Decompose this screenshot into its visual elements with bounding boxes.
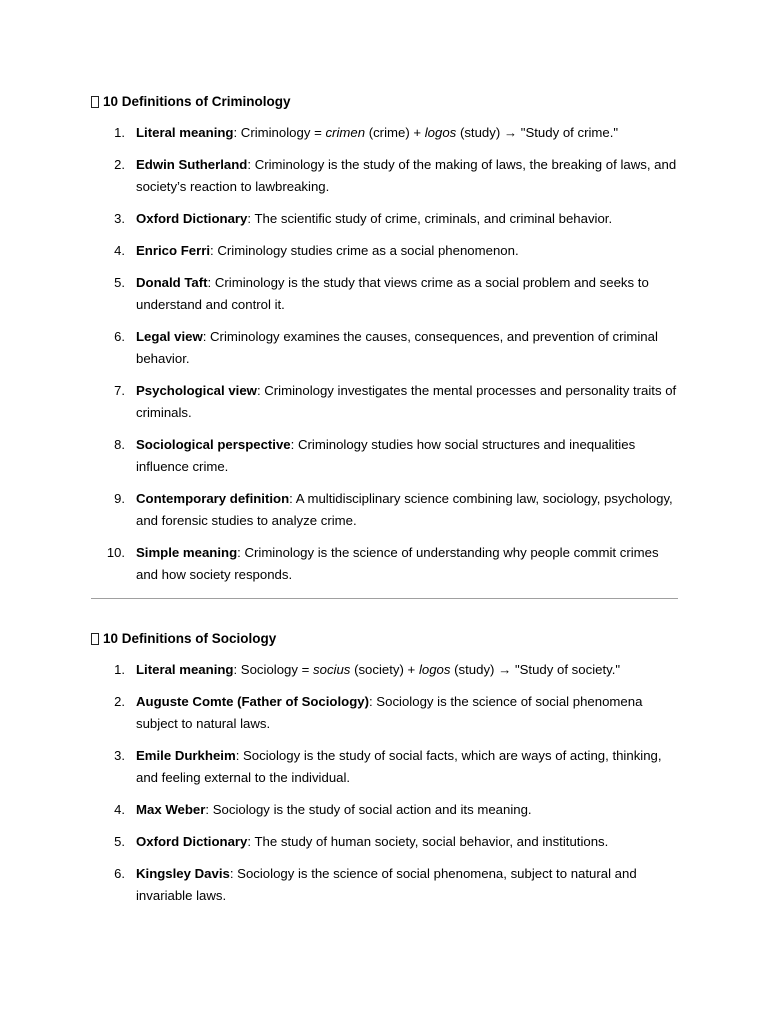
definition-text: : Criminology examines the causes, consequences, and prevention of criminal behavior. — [136, 329, 658, 366]
list-item-number: 4. — [114, 243, 125, 258]
list-item — [91, 691, 678, 735]
definition-term: Literal meaning — [136, 125, 234, 140]
sociology-heading — [91, 629, 678, 649]
definition-text: : Criminology investigates the mental processes and personality traits of criminals. — [136, 383, 677, 420]
list-item-number: 1. — [114, 662, 125, 677]
definition-text: : Sociology is the study of social action and its meaning. — [205, 802, 532, 817]
definition-italic-term: logos — [418, 662, 451, 677]
definition-text: : Criminology is the science of understanding why people commit crimes and how society responds. — [136, 545, 659, 582]
definition-text: : Criminology studies how social structures and inequalities influence crime. — [136, 437, 636, 474]
list-item — [91, 122, 678, 144]
criminology-heading — [91, 92, 678, 112]
list-item-number: 3. — [114, 211, 125, 226]
section-divider — [91, 598, 678, 599]
list-item — [91, 208, 678, 230]
definition-term: Edwin Sutherland — [136, 157, 248, 172]
list-item-number: 10. — [106, 545, 125, 560]
list-item — [91, 488, 678, 532]
definition-text: : Criminology is the study that views crime as a social problem and seeks to understand and control it. — [136, 275, 649, 312]
definition-text: (study) → "Study of crime." — [456, 125, 619, 140]
list-item — [91, 240, 678, 262]
definition-term: Oxford Dictionary — [136, 834, 248, 849]
list-item-number: 6. — [114, 866, 125, 881]
list-item-number: 6. — [114, 329, 125, 344]
missing-glyph-icon — [91, 633, 99, 645]
sociology-list — [91, 659, 678, 907]
list-item-number: 8. — [114, 437, 125, 452]
definition-text: : Sociology is the science of social phenomena subject to natural laws. — [136, 694, 643, 731]
definition-text: : The scientific study of crime, criminals, and criminal behavior. — [247, 211, 613, 226]
definition-term: Auguste Comte (Father of Sociology) — [136, 694, 369, 709]
list-item-number: 4. — [114, 802, 125, 817]
definition-term: Donald Taft — [136, 275, 208, 290]
list-item-number: 2. — [114, 694, 125, 709]
list-item — [91, 542, 678, 586]
definition-text: : Criminology = — [233, 125, 326, 140]
criminology-list — [91, 122, 678, 586]
definition-term: Literal meaning — [136, 662, 234, 677]
list-item — [91, 434, 678, 478]
criminology-title: 10 Definitions of Criminology — [103, 94, 291, 109]
list-item-number: 3. — [114, 748, 125, 763]
list-item — [91, 154, 678, 198]
definition-term: Psychological view — [136, 383, 257, 398]
definition-term: Simple meaning — [136, 545, 238, 560]
list-item — [91, 863, 678, 907]
definition-term: Enrico Ferri — [136, 243, 211, 258]
definition-text: : The study of human society, social behavior, and institutions. — [247, 834, 609, 849]
list-item-number: 1. — [114, 125, 125, 140]
definition-text: : Sociology = — [233, 662, 314, 677]
list-item — [91, 380, 678, 424]
list-item — [91, 272, 678, 316]
definition-term: Contemporary definition — [136, 491, 290, 506]
definition-text: : Criminology studies crime as a social phenomenon. — [210, 243, 519, 258]
list-item-number: 9. — [114, 491, 125, 506]
list-item — [91, 326, 678, 370]
definition-term: Max Weber — [136, 802, 206, 817]
list-item-number: 2. — [114, 157, 125, 172]
definition-italic-term: logos — [424, 125, 457, 140]
definition-italic-term: socius — [313, 662, 351, 677]
list-item-number: 7. — [114, 383, 125, 398]
definition-italic-term: crimen — [325, 125, 366, 140]
definition-term: Legal view — [136, 329, 203, 344]
definition-text: (crime) + — [365, 125, 425, 140]
definition-term: Kingsley Davis — [136, 866, 230, 881]
list-item — [91, 799, 678, 821]
list-item — [91, 831, 678, 853]
missing-glyph-icon — [91, 96, 99, 108]
list-item-number: 5. — [114, 834, 125, 849]
sociology-section — [91, 629, 678, 917]
definition-text: (society) + — [350, 662, 419, 677]
definition-text: : Criminology is the study of the making of laws, the breaking of laws, and society’s reaction to lawbreaking. — [136, 157, 677, 194]
sociology-title: 10 Definitions of Sociology — [103, 631, 277, 646]
definition-term: Emile Durkheim — [136, 748, 236, 763]
definition-term: Oxford Dictionary — [136, 211, 248, 226]
list-item — [91, 745, 678, 789]
list-item — [91, 659, 678, 681]
list-item-number: 5. — [114, 275, 125, 290]
definition-text: : A multidisciplinary science combining law, sociology, psychology, and forensic studies to analyze crime. — [136, 491, 673, 528]
definition-text: : Sociology is the science of social phenomena, subject to natural and invariable laws. — [136, 866, 637, 903]
criminology-section — [91, 92, 678, 596]
definition-text: (study) → "Study of society." — [450, 662, 621, 677]
definition-text: : Sociology is the study of social facts, which are ways of acting, thinking, and feeling external to the individual. — [136, 748, 662, 785]
definition-term: Sociological perspective — [136, 437, 291, 452]
